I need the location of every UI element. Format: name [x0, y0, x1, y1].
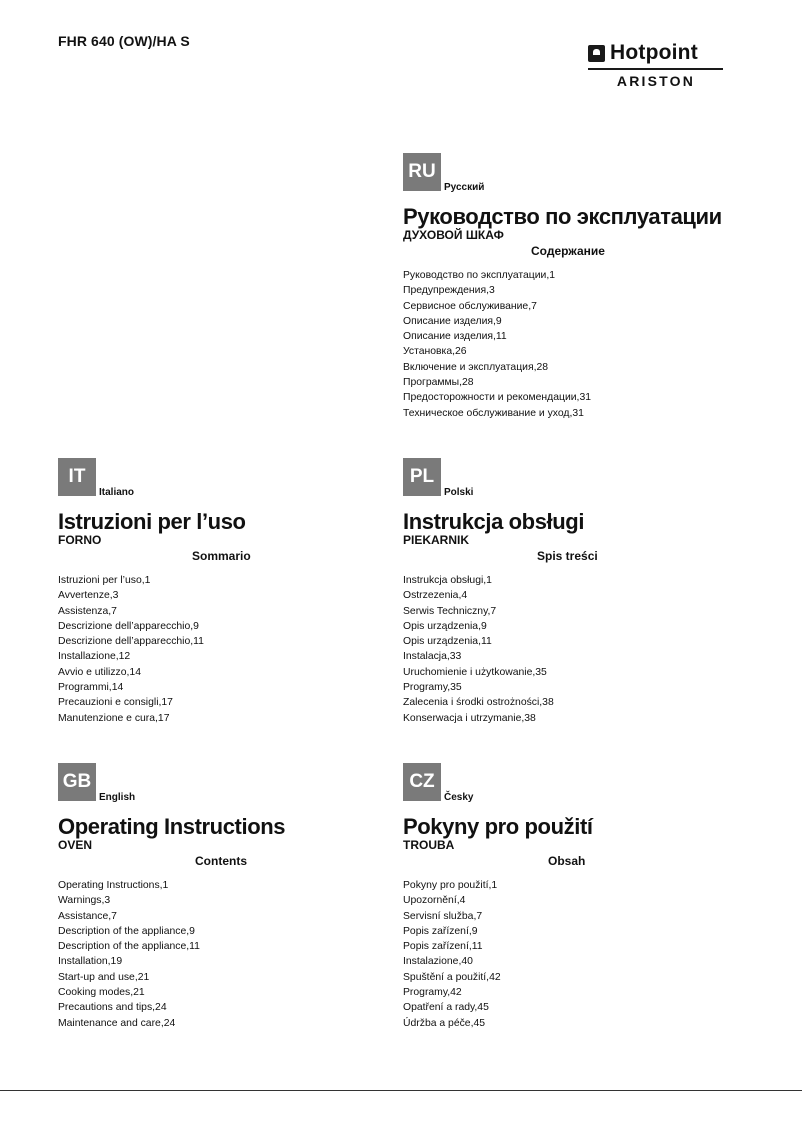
toc-item: Описание изделия,9 [403, 315, 502, 327]
toc-item: Opatření a rady,45 [403, 1002, 489, 1014]
language-name: English [99, 792, 136, 803]
toc-item: Konserwacja i utrzymanie,38 [403, 712, 536, 724]
toc-item: Zalecenia i środki ostrożności,38 [403, 697, 554, 709]
section-cz [403, 763, 703, 1031]
toc-item: Avvio e utilizzo,14 [58, 666, 141, 678]
toc-item: Maintenance and care,24 [58, 1017, 176, 1029]
section-subtitle: OVEN [58, 838, 93, 852]
toc-label: Sommario [192, 549, 251, 563]
section-subtitle: PIEKARNIK [403, 533, 470, 547]
section-ru [403, 153, 722, 421]
toc-item: Описание изделия,11 [403, 331, 507, 343]
section-subtitle: TROUBA [403, 838, 455, 852]
toc-item: Programy,42 [403, 987, 462, 999]
toc-item: Description of the appliance,9 [58, 925, 195, 937]
toc-item: Установка,26 [403, 346, 467, 358]
language-name: Русский [444, 182, 485, 193]
toc-item: Uruchomienie i użytkowanie,35 [403, 666, 547, 678]
section-title: Pokyny pro použití [403, 814, 593, 839]
toc-item: Включение и эксплуатация,28 [403, 361, 549, 373]
toc-item: Údržba a péče,45 [403, 1017, 486, 1029]
toc-item: Программы,28 [403, 377, 474, 389]
logo-divider [588, 68, 723, 70]
toc-label: Obsah [548, 854, 586, 868]
toc-item: Istruzioni per l’uso,1 [58, 575, 151, 586]
model-number: FHR 640 (OW)/HA S [58, 33, 190, 49]
toc-item: Programy,35 [403, 682, 462, 694]
toc-item: Сервисное обслуживание,7 [403, 300, 537, 312]
section-subtitle: FORNO [58, 533, 102, 547]
section-gb [58, 763, 358, 1031]
toc-label: Contents [195, 854, 247, 868]
toc-list [58, 573, 358, 726]
toc-item: Opis urządzenia,9 [403, 620, 487, 632]
toc-item: Ostrzezenia,4 [403, 590, 468, 602]
toc-item: Instalazione,40 [403, 956, 473, 968]
toc-item: Programmi,14 [58, 682, 124, 694]
toc-item: Opis urządzenia,11 [403, 636, 492, 648]
toc-item: Предупреждения,3 [403, 285, 495, 297]
language-name: Italiano [99, 487, 135, 498]
brand-logo [588, 42, 724, 92]
language-badge: GB [58, 763, 96, 801]
toc-item: Техническое обслуживание и уход,31 [403, 407, 584, 419]
toc-item: Avvertenze,3 [58, 590, 119, 602]
section-subtitle: ДУХОВОЙ ШКАФ [403, 228, 504, 242]
toc-item: Start-up and use,21 [58, 971, 150, 983]
toc-item: Cooking modes,21 [58, 987, 145, 999]
toc-item: Pokyny pro použití,1 [403, 880, 498, 891]
toc-item: Servisní služba,7 [403, 910, 483, 922]
toc-item: Descrizione dell’apparecchio,11 [58, 636, 204, 648]
toc-item: Instrukcja obsługi,1 [403, 575, 492, 586]
logo-sub: ARISTON [616, 73, 696, 89]
toc-item: Precautions and tips,24 [58, 1002, 167, 1014]
toc-list [403, 878, 703, 1031]
section-title: Instrukcja obsługi [403, 509, 585, 534]
logo-brand: Hotpoint [610, 41, 698, 64]
toc-item: Serwis Techniczny,7 [403, 605, 497, 617]
toc-item: Installazione,12 [58, 651, 131, 663]
hotpoint-house-icon [588, 45, 605, 62]
language-name: Česky [444, 792, 474, 803]
language-name: Polski [444, 487, 474, 498]
toc-item: Precauzioni e consigli,17 [58, 697, 173, 709]
toc-item: Manutenzione e cura,17 [58, 712, 170, 724]
toc-item: Popis zařízení,9 [403, 925, 478, 937]
toc-label: Содержание [531, 244, 605, 258]
section-pl [403, 458, 703, 726]
toc-item: Descrizione dell’apparecchio,9 [58, 620, 199, 632]
section-title: Operating Instructions [58, 814, 286, 839]
language-badge: IT [58, 458, 96, 496]
toc-item: Warnings,3 [58, 895, 111, 907]
bottom-divider [0, 1090, 802, 1091]
toc-label: Spis treści [537, 549, 598, 563]
toc-item: Spuštění a použití,42 [403, 971, 501, 983]
toc-list [58, 878, 358, 1031]
language-badge: RU [403, 153, 441, 191]
toc-item: Upozornění,4 [403, 895, 466, 907]
language-badge: PL [403, 458, 441, 496]
section-it [58, 458, 358, 726]
toc-item: Instalacja,33 [403, 651, 462, 663]
toc-item: Assistenza,7 [58, 605, 117, 617]
toc-item: Operating Instructions,1 [58, 880, 169, 891]
toc-item: Предосторожности и рекомендации,31 [403, 392, 592, 404]
toc-item: Руководство по эксплуатации,1 [403, 270, 556, 281]
section-title: Istruzioni per l’uso [58, 509, 246, 534]
toc-item: Description of the appliance,11 [58, 941, 200, 953]
section-title: Руководство по эксплуатации [403, 204, 722, 229]
language-badge: CZ [403, 763, 441, 801]
toc-item: Assistance,7 [58, 910, 117, 922]
toc-item: Installation,19 [58, 956, 123, 968]
toc-item: Popis zařízení,11 [403, 941, 483, 953]
toc-list [403, 268, 703, 421]
toc-list [403, 573, 703, 726]
